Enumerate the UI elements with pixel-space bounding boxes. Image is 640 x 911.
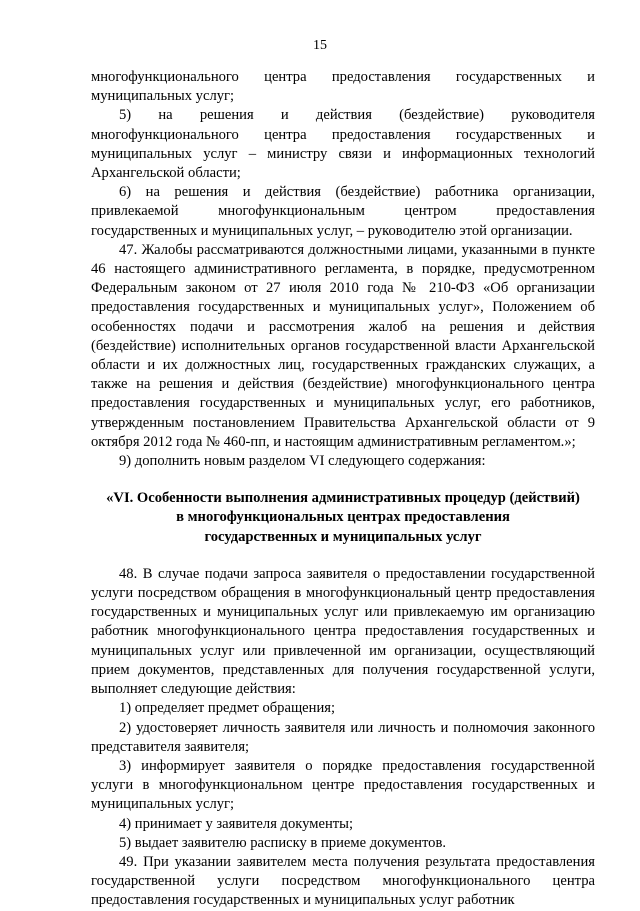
paragraph: 47. Жалобы рассматриваются должностными лицами, указанными в пункте 46 настоящего административного регламента, в порядке, предусмотренном Федеральным законом от 27 июля 2010 года № 210-ФЗ «Об организации предоставления государственных и муниципальных услуг», Положением об особенностях подачи и рассмотрения жалоб на решения и действия (бездействие) исполнительных органов государственной власти Архангельской области и их должностных лиц, государственных гражданских служащих, а также на решения и действия (бездействие) многофункционального центра предоставления государственных и муниципальных услуг, его работников, утвержденным постановлением Правительства Архангельской области от 9 октября 2012 года № 460-пп, и настоящим административным регламентом.»; [91, 241, 595, 450]
paragraph: 49. При указании заявителем места получения результата предоставления государственной услуги посредством многофункционального центра предоставления государственных и муниципальных услуг работник [91, 853, 595, 909]
paragraph: 6) на решения и действия (бездействие) работника организации, привлекаемой многофункциональным центром предоставления государственных и муниципальных услуг, – руководителю этой организации. [91, 184, 595, 239]
section-heading-line: государственных и муниципальных услуг [204, 528, 482, 545]
paragraph: 5) на решения и действия (бездействие) руководителя многофункционального центра предоставления государственных и муниципальных услуг – министру связи и информационных технологий Архангельской области; [91, 107, 595, 182]
list-item: 4) принимает у заявителя документы; [119, 815, 354, 832]
list-item: 2) удостоверяет личность заявителя или личность и полномочия законного представителя заявителя; [91, 719, 595, 755]
paragraph: многофункционального центра предоставления государственных и муниципальных услуг; [91, 69, 595, 105]
section-heading [91, 489, 595, 547]
list-item: 5) выдает заявителю расписку в приеме документов. [119, 834, 446, 851]
document-body [91, 68, 595, 911]
paragraph: 48. В случае подачи запроса заявителя о предоставлении государственной услуги посредством обращения в многофункциональный центр предоставления государственных и муниципальных услуг или привлекаемую им организацию работник многофункционального центра предоставления государственных и муниципальных услуг или привлеченной им организации, осуществляющий прием документов, представленных для получения государственной услуги, выполняет следующие действия: [91, 565, 595, 698]
section-heading-line: «VI. Особенности выполнения административных процедур (действий) [106, 490, 580, 507]
list-item: 3) информирует заявителя о порядке предоставления государственной услуги в многофункциональном центре предоставления государственных и муниципальных услуг; [91, 757, 595, 813]
section-heading-line: в многофункциональных центрах предоставления [176, 509, 510, 526]
paragraph: 9) дополнить новым разделом VI следующего содержания: [119, 453, 486, 470]
list-item: 1) определяет предмет обращения; [119, 700, 336, 717]
page-number: 15 [313, 38, 327, 53]
